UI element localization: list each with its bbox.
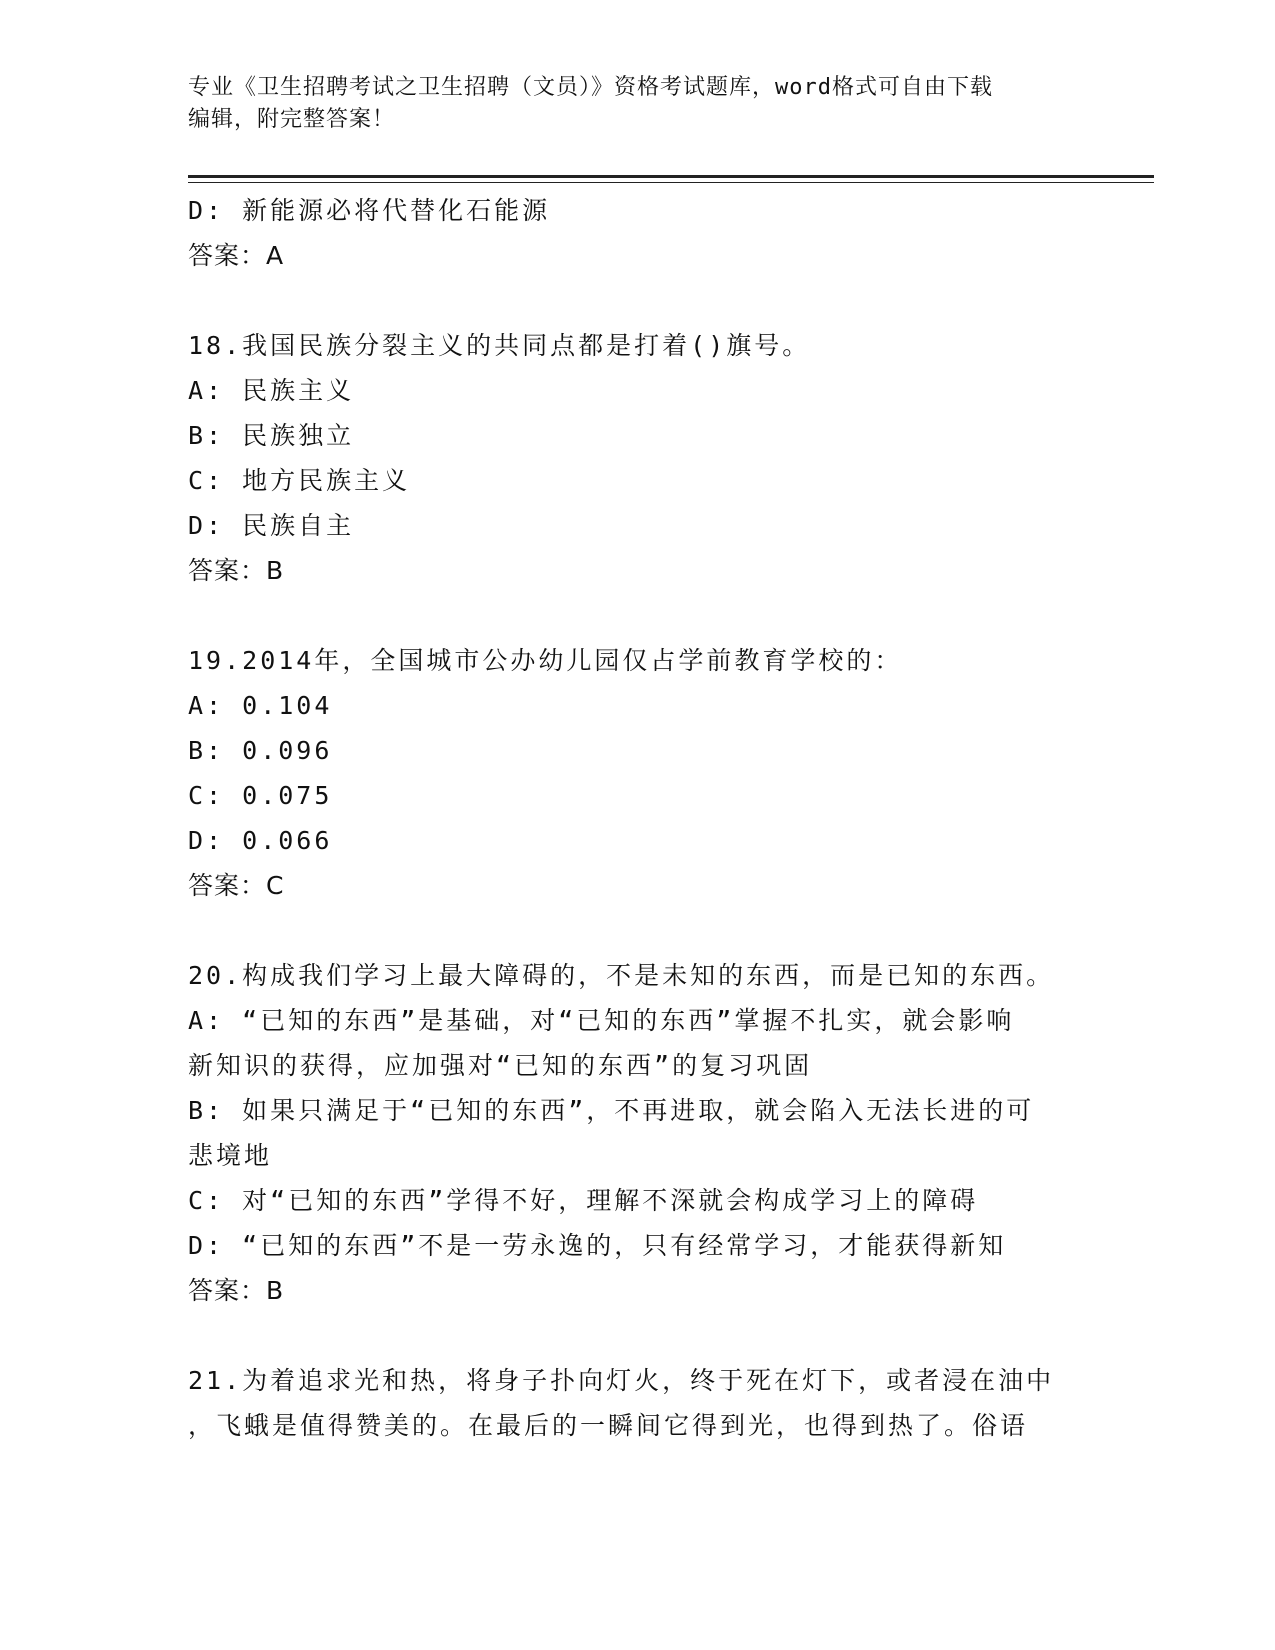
question-text: 20.构成我们学习上最大障碍的，不是未知的东西，而是已知的东西。 — [188, 961, 1055, 990]
question-20 — [188, 953, 1088, 1313]
spacer — [188, 1313, 1088, 1358]
header-divider-thick — [188, 175, 1154, 178]
option-b-line-1: B: 如果只满足于“已知的东西”，不再进取，就会陷入无法长进的可 — [188, 1096, 1035, 1125]
question-21 — [188, 1358, 1088, 1448]
question-list — [188, 188, 1088, 1448]
answer: 答案：B — [188, 556, 285, 585]
spacer — [188, 278, 1088, 323]
answer: 答案：C — [188, 871, 285, 900]
option-c: C: 0.075 — [188, 781, 333, 810]
option-a: A: 民族主义 — [188, 376, 355, 405]
option-d: D: “已知的东西”不是一劳永逸的，只有经常学习，才能获得新知 — [188, 1231, 1007, 1260]
question-19 — [188, 638, 1088, 908]
answer: 答案：A — [188, 241, 285, 270]
header-line-2: 编辑，附完整答案！ — [188, 107, 396, 132]
option-b: B: 民族独立 — [188, 421, 355, 450]
spacer — [188, 908, 1088, 953]
question-text: 19.2014年，全国城市公办幼儿园仅占学前教育学校的： — [188, 646, 903, 675]
option-b-line-2: 悲境地 — [188, 1141, 273, 1170]
option-c: C: 对“已知的东西”学得不好，理解不深就会构成学习上的障碍 — [188, 1186, 979, 1215]
question-18 — [188, 323, 1088, 593]
header-divider-thin — [188, 182, 1154, 183]
spacer — [188, 593, 1088, 638]
option-a-line-2: 新知识的获得，应加强对“已知的东西”的复习巩固 — [188, 1051, 813, 1080]
option-b: B: 0.096 — [188, 736, 333, 765]
question-text: 18.我国民族分裂主义的共同点都是打着()旗号。 — [188, 331, 811, 360]
option-d: D: 新能源必将代替化石能源 — [188, 196, 551, 225]
option-d: D: 0.066 — [188, 826, 333, 855]
document-header — [188, 72, 1068, 136]
option-c: C: 地方民族主义 — [188, 466, 411, 495]
option-a: A: 0.104 — [188, 691, 333, 720]
answer: 答案：B — [188, 1276, 285, 1305]
option-d: D: 民族自主 — [188, 511, 355, 540]
header-line-1: 专业《卫生招聘考试之卫生招聘（文员）》资格考试题库，word格式可自由下载 — [188, 75, 993, 100]
option-a-line-1: A: “已知的东西”是基础，对“已知的东西”掌握不扎实，就会影响 — [188, 1006, 1015, 1035]
question-17 — [188, 188, 1088, 278]
question-text-line-2: ，飞蛾是值得赞美的。在最后的一瞬间它得到光，也得到热了。俗语 — [188, 1411, 1029, 1440]
question-text-line-1: 21.为着追求光和热，将身子扑向灯火，终于死在灯下，或者浸在油中 — [188, 1366, 1055, 1395]
